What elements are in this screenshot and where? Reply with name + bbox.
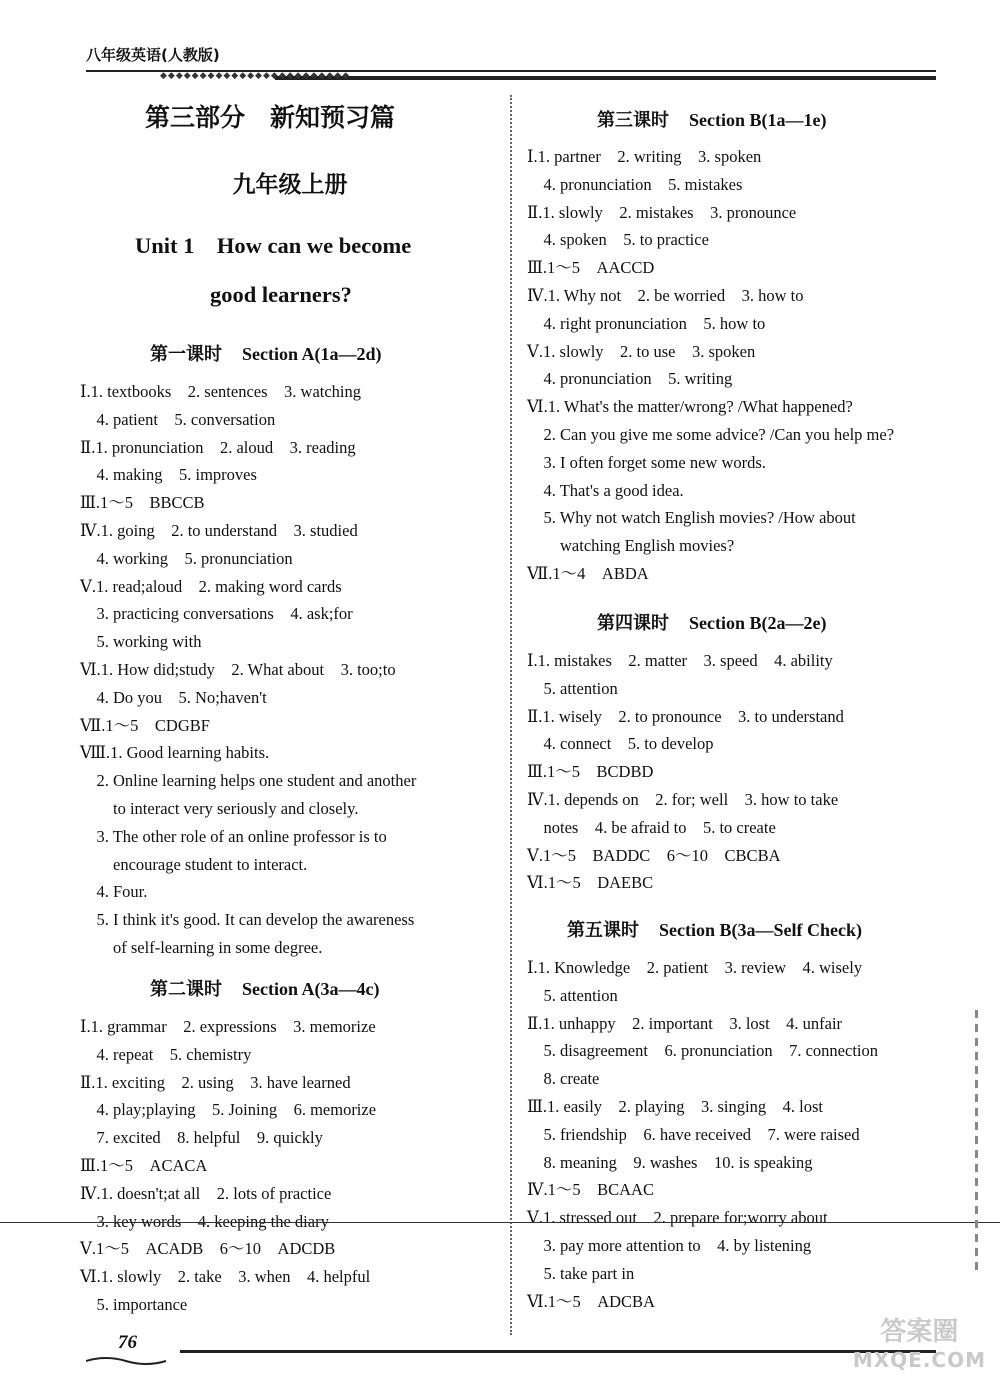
answer-line: 8. create (527, 1069, 600, 1089)
answer-line: 4. pronunciation 5. writing (527, 369, 733, 389)
watermark-text: 答案圈 (880, 1317, 959, 1347)
answer-line: 2. Can you give me some advice? /Can you help me? (527, 425, 895, 444)
column-divider (510, 95, 512, 1335)
answer-line: 4. connect 5. to develop (527, 734, 714, 754)
answer-line: 5. Why not watch English movies? /How about (527, 508, 856, 528)
answer-line: 5. attention (527, 678, 618, 698)
header-dots-ornament: ◆◆◆◆◆◆◆◆◆◆◆◆◆◆◆◆◆◆◆◆◆◆◆◆ (160, 70, 351, 80)
answer-line: Ⅷ.1. Good learning habits. (80, 743, 270, 763)
answer-line: 5. attention (527, 985, 618, 1005)
answer-line: 5. I think it's good. It can develop the awareness (80, 910, 415, 930)
section-title-en: Section B(3a—Self Check) (659, 920, 862, 940)
answer-line: Ⅰ.1. mistakes 2. matter 3. speed 4. ability (527, 651, 833, 670)
answer-line: 4. spoken 5. to practice (527, 230, 709, 250)
answer-line: 3. I often forget some new words. (527, 452, 766, 472)
answer-line: Ⅳ.1～5 BCAAC (527, 1180, 654, 1200)
answer-line: Ⅵ.1. slowly 2. take 3. when 4. helpful (80, 1267, 371, 1287)
section-title (150, 340, 382, 366)
answer-line: 4. Four. (80, 882, 148, 902)
answer-line: 4. making 5. improves (80, 465, 257, 485)
page-number: 76 (118, 1332, 137, 1353)
unit-title-line1: Unit 1 How can we become (135, 233, 412, 258)
answer-line: 5. working with (80, 632, 202, 652)
answer-line: 4. right pronunciation 5. how to (527, 313, 766, 333)
answer-line: Ⅵ.1. What's the matter/wrong? /What happened? (527, 397, 853, 417)
running-header: 八年级英语(人教版) (86, 46, 220, 64)
section-title (597, 609, 826, 635)
answer-line: Ⅴ.1～5 ACADB 6～10 ADCDB (80, 1239, 336, 1259)
answer-line: Ⅱ.1. unhappy 2. important 3. lost 4. unfair (527, 1013, 843, 1033)
answer-line: 4. pronunciation 5. mistakes (527, 174, 743, 194)
answer-line: Ⅲ.1～5 AACCD (527, 258, 655, 278)
answer-line: 3. The other role of an online professor is to (80, 826, 387, 846)
answer-line: Ⅵ.1～5 DAEBC (527, 873, 654, 893)
answer-line: Ⅴ.1. read;aloud 2. making word cards (80, 576, 342, 596)
section-title-cn: 第五课时 (567, 920, 639, 941)
answer-line: Ⅴ.1. stressed out 2. prepare for;worry about (527, 1208, 828, 1228)
answer-line: 3. pay more attention to 4. by listening (527, 1236, 812, 1255)
answer-line: Ⅴ.1～5 BADDC 6～10 CBCBA (527, 845, 781, 865)
page-edge-artifact (975, 1010, 978, 1270)
answer-line: Ⅵ.1～5 ADCBA (527, 1291, 655, 1311)
section-title-cn: 第一课时 (150, 344, 222, 365)
answer-line: Ⅶ.1～5 CDGBF (80, 715, 210, 735)
answer-line: 4. Do you 5. No;haven't (80, 687, 267, 707)
answer-line: Ⅰ.1. partner 2. writing 3. spoken (527, 147, 762, 166)
answer-line: 4. play;playing 5. Joining 6. memorize (80, 1100, 377, 1120)
answer-line: notes 4. be afraid to 5. to create (527, 817, 776, 837)
answer-line: 3. key words 4. keeping the diary (80, 1211, 329, 1231)
section-title-cn: 第四课时 (597, 613, 669, 634)
answer-line: watching English movies? (527, 536, 735, 556)
answer-line: Ⅱ.1. exciting 2. using 3. have learned (80, 1072, 351, 1092)
answer-line: Ⅰ.1. grammar 2. expressions 3. memorize (80, 1017, 376, 1036)
answer-line: Ⅲ.1～5 BCDBD (527, 762, 654, 782)
scan-artifact-line (0, 1222, 1000, 1223)
answer-line: 7. excited 8. helpful 9. quickly (80, 1128, 323, 1148)
unit-title-line2: good learners? (210, 282, 352, 307)
answer-line: Ⅴ.1. slowly 2. to use 3. spoken (527, 341, 756, 361)
answer-line: 4. working 5. pronunciation (80, 548, 293, 568)
answer-line: Ⅳ.1. going 2. to understand 3. studied (80, 521, 358, 540)
answer-line: 4. That's a good idea. (527, 480, 684, 500)
answer-line: 5. disagreement 6. pronunciation 7. connection (527, 1041, 878, 1061)
answer-line: Ⅱ.1. wisely 2. to pronounce 3. to understand (527, 706, 844, 726)
answer-line: 8. meaning 9. washes 10. is speaking (527, 1152, 813, 1172)
footer-rule (180, 1350, 936, 1353)
section-title-en: Section A(1a—2d) (242, 344, 382, 364)
answer-line: 5. friendship 6. have received 7. were raised (527, 1124, 860, 1144)
answer-line: Ⅳ.1. Why not 2. be worried 3. how to (527, 286, 804, 305)
answer-line: Ⅲ.1. easily 2. playing 3. singing 4. lost (527, 1097, 823, 1116)
section-title-cn: 第二课时 (150, 979, 222, 1000)
part-title: 第三部分 新知预习篇 (145, 103, 396, 132)
answer-line: Ⅲ.1～5 BBCCB (80, 493, 205, 513)
answer-line: Ⅶ.1～4 ABDA (527, 564, 649, 583)
section-title-en: Section B(1a—1e) (689, 110, 827, 130)
header-rule-thick (275, 76, 936, 80)
answer-line: 2. Online learning helps one student and another (80, 771, 417, 791)
section-title (150, 975, 379, 1001)
answer-line: Ⅰ.1. Knowledge 2. patient 3. review 4. wisely (527, 958, 863, 977)
answer-line: encourage student to interact. (80, 854, 308, 874)
answer-line: 4. repeat 5. chemistry (80, 1044, 252, 1064)
watermark-url: MXQE.COM (852, 1348, 986, 1372)
answer-line: Ⅱ.1. slowly 2. mistakes 3. pronounce (527, 202, 797, 222)
grade-title: 九年级上册 (232, 172, 348, 198)
section-title-cn: 第三课时 (597, 110, 669, 131)
section-title-en: Section A(3a—4c) (242, 979, 380, 999)
answer-line: Ⅵ.1. How did;study 2. What about 3. too;to (80, 660, 396, 679)
answer-line: to interact very seriously and closely. (80, 799, 359, 818)
section-title (567, 916, 862, 942)
answer-line: 5. take part in (527, 1263, 635, 1283)
answer-line: 4. patient 5. conversation (80, 409, 276, 429)
answer-line: Ⅳ.1. depends on 2. for; well 3. how to take (527, 790, 839, 809)
answer-line: Ⅳ.1. doesn't;at all 2. lots of practice (80, 1183, 332, 1203)
section-title (597, 106, 826, 132)
answer-line: Ⅲ.1～5 ACACA (80, 1156, 208, 1175)
answer-line: 3. practicing conversations 4. ask;for (80, 604, 353, 624)
answer-line: Ⅰ.1. textbooks 2. sentences 3. watching (80, 382, 362, 401)
answer-line: of self-learning in some degree. (80, 938, 323, 957)
answer-line: Ⅱ.1. pronunciation 2. aloud 3. reading (80, 437, 356, 457)
watermark-logo (853, 1318, 986, 1374)
section-title-en: Section B(2a—2e) (689, 613, 827, 633)
footer-wave-ornament (86, 1355, 936, 1367)
answer-line: 5. importance (80, 1295, 188, 1314)
